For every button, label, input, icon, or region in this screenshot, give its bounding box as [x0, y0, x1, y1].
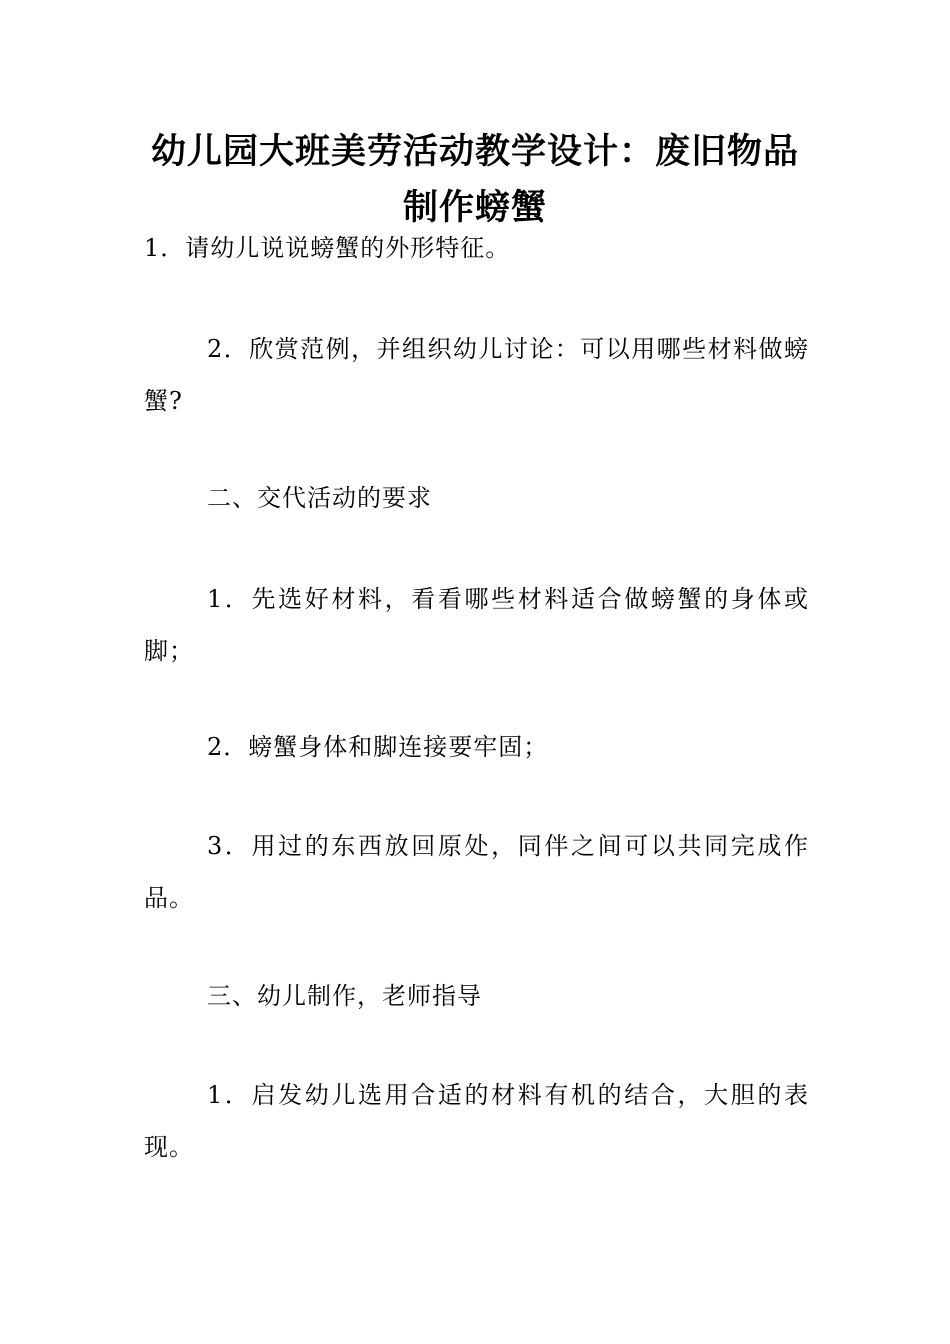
paragraph: 1．启发幼儿选用合适的材料有机的结合，大胆的表现。 [144, 1081, 809, 1161]
section-heading: 三、幼儿制作，老师指导 [207, 982, 482, 1010]
section-heading: 二、交代活动的要求 [207, 484, 432, 512]
paragraph: 2．欣赏范例，并组织幼儿讨论：可以用哪些材料做螃蟹? [144, 335, 809, 415]
paragraph: 3．用过的东西放回原处，同伴之间可以共同完成作品。 [144, 832, 809, 912]
paragraph: 1．先选好材料，看看哪些材料适合做螃蟹的身体或脚； [144, 585, 809, 665]
paragraph: 1．请幼儿说说螃蟹的外形特征。 [144, 234, 511, 262]
document-title: 幼儿园大班美劳活动教学设计：废旧物品制作螃蟹 [150, 132, 799, 228]
paragraph: 2．螃蟹身体和脚连接要牢固； [207, 733, 549, 761]
